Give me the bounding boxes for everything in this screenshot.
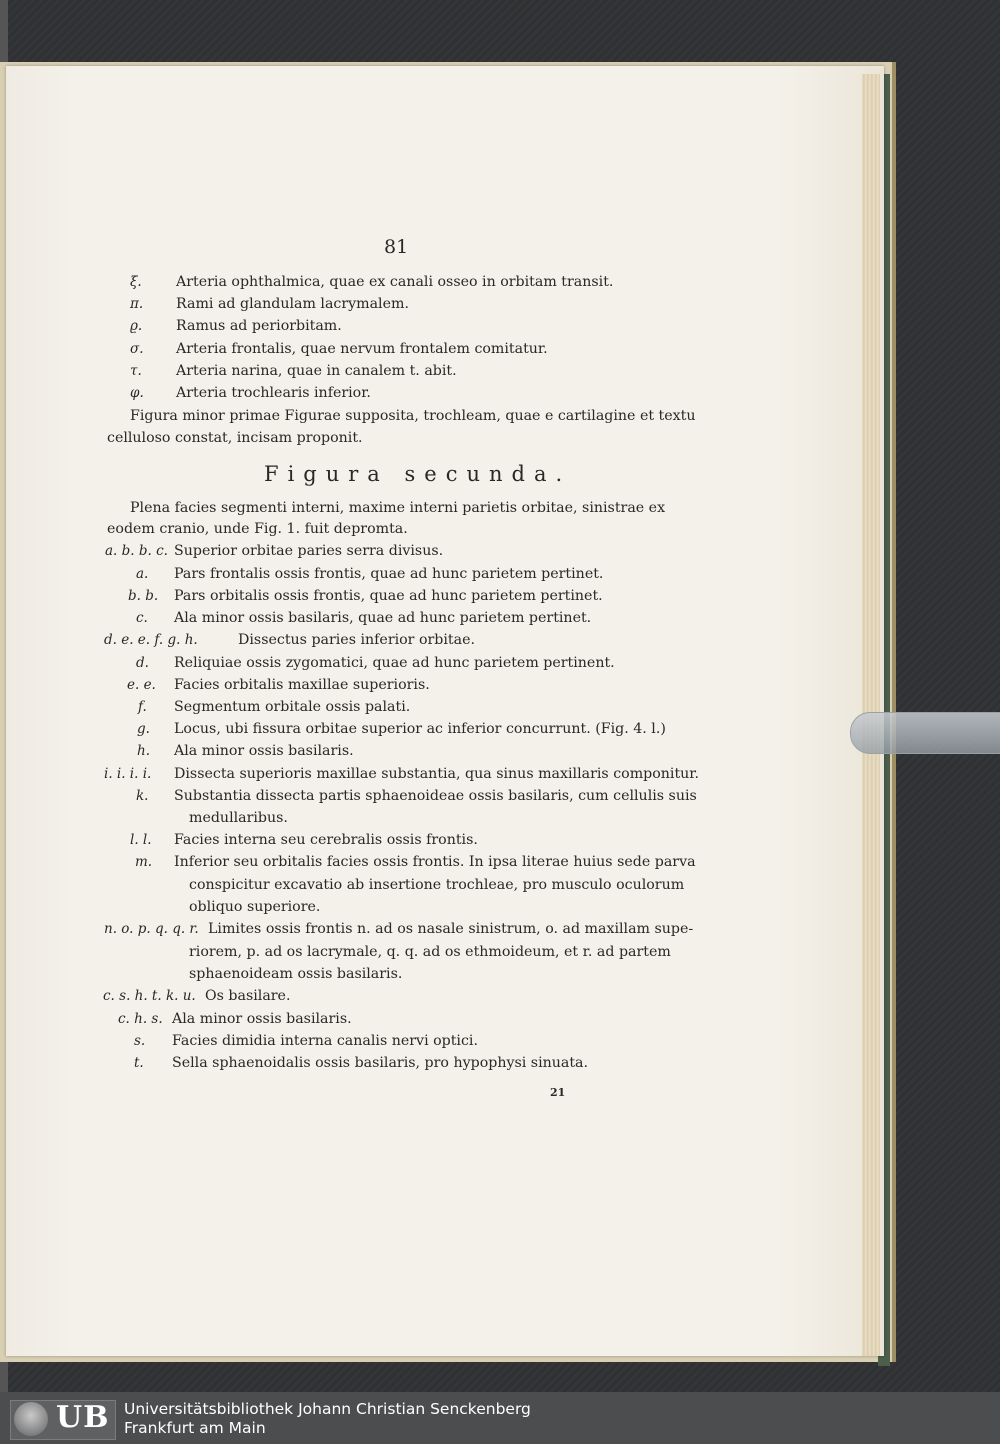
entry-text: Inferior seu orbitalis facies ossis frontis. In ipsa literae huius sede parva [174,854,696,870]
section-heading: Figura secunda. [264,462,572,486]
entry-text: Pars frontalis ossis frontis, quae ad hunc parietem pertinet. [174,566,604,582]
glass-page-weight [850,712,1000,754]
entry-text-continued: conspicitur excavatio ab insertione trochleae, pro musculo oculorum [189,877,685,893]
entry-label: φ. [130,385,144,401]
paragraph-line: Figura minor primae Figurae supposita, trochleam, quae e cartilagine et textu [130,408,696,424]
entry-text-continued: riorem, p. ad os lacrymale, q. q. ad os ethmoideum, et r. ad partem [189,944,671,960]
entry-text: Ala minor ossis basilaris. [172,1011,352,1027]
entry-text: Superior orbitae paries serra divisus. [174,543,444,559]
entry-text-continued: obliquo superiore. [189,899,321,915]
entry-label: a. b. b. c. [105,543,168,559]
entry-label: π. [130,296,144,312]
entry-text: Facies interna seu cerebralis ossis frontis. [174,832,478,848]
logo-text: UB [56,1400,110,1435]
entry-label: a. [136,566,149,582]
entry-text: Facies dimidia interna canalis nervi optici. [172,1033,478,1049]
entry-text: Rami ad glandulam lacrymalem. [176,296,409,312]
entry-text-continued: sphaenoideam ossis basilaris. [189,966,403,982]
entry-label: c. h. s. [118,1011,163,1027]
entry-text: Dissectus paries inferior orbitae. [238,632,475,648]
entry-label: τ. [130,363,142,379]
entry-text: Facies orbitalis maxillae superioris. [174,677,430,693]
entry-label: k. [136,788,149,804]
entry-text: Pars orbitalis ossis frontis, quae ad hunc parietem pertinet. [174,588,603,604]
entry-text: Locus, ubi fissura orbitae superior ac inferior concurrunt. (Fig. 4. l.) [174,721,666,737]
entry-label: b. b. [128,588,159,604]
entry-text: Ramus ad periorbitam. [176,318,342,334]
entry-label: h. [137,743,150,759]
signature-mark: 21 [550,1086,566,1099]
entry-text: Arteria frontalis, quae nervum frontalem comitatur. [176,341,548,357]
footer-institution: Universitätsbibliothek Johann Christian Senckenberg [124,1400,531,1418]
entry-label: d. e. e. f. g. h. [104,632,198,648]
paragraph-line: eodem cranio, unde Fig. 1. fuit depromta. [107,521,408,537]
entry-label: m. [135,854,153,870]
footer-city: Frankfurt am Main [124,1419,266,1437]
entry-label: c. [136,610,148,626]
entry-label: l. l. [130,832,152,848]
entry-text: Limites ossis frontis n. ad os nasale sinistrum, o. ad maxillam supe- [208,921,694,937]
paragraph-line: celluloso constat, incisam proponit. [107,430,363,446]
entry-text: Arteria trochlearis inferior. [176,385,371,401]
entry-text: Segmentum orbitale ossis palati. [174,699,411,715]
entry-text: Substantia dissecta partis sphaenoideae ossis basilaris, cum cellulis suis [174,788,697,804]
paragraph-line: Plena facies segmenti interni, maxime interni parietis orbitae, sinistrae ex [130,500,666,516]
entry-label: f. [138,699,147,715]
entry-label: t. [134,1055,144,1071]
page-number: 81 [384,236,409,258]
entry-label: i. i. i. i. [104,766,152,782]
entry-label: ϱ. [130,318,143,334]
entry-text: Sella sphaenoidalis ossis basilaris, pro hypophysi sinuata. [172,1055,589,1071]
entry-label: d. [136,655,149,671]
entry-text: Ala minor ossis basilaris, quae ad hunc parietem pertinet. [174,610,592,626]
entry-text-continued: medullaribus. [189,810,288,826]
entry-text: Arteria ophthalmica, quae ex canali osseo in orbitam transit. [176,274,614,290]
entry-label: c. s. h. t. k. u. [103,988,196,1004]
entry-text: Os basilare. [205,988,291,1004]
entry-label: σ. [130,341,144,357]
entry-label: ξ. [130,274,142,290]
entry-label: n. o. p. q. q. r. [104,921,199,937]
portrait-icon [14,1402,48,1436]
entry-label: s. [134,1033,146,1049]
entry-label: e. e. [127,677,156,693]
entry-label: g. [137,721,150,737]
entry-text: Reliquiae ossis zygomatici, quae ad hunc parietem pertinent. [174,655,615,671]
entry-text: Arteria narina, quae in canalem t. abit. [176,363,457,379]
entry-text: Ala minor ossis basilaris. [174,743,354,759]
entry-text: Dissecta superioris maxillae substantia, qua sinus maxillaris componitur. [174,766,700,782]
